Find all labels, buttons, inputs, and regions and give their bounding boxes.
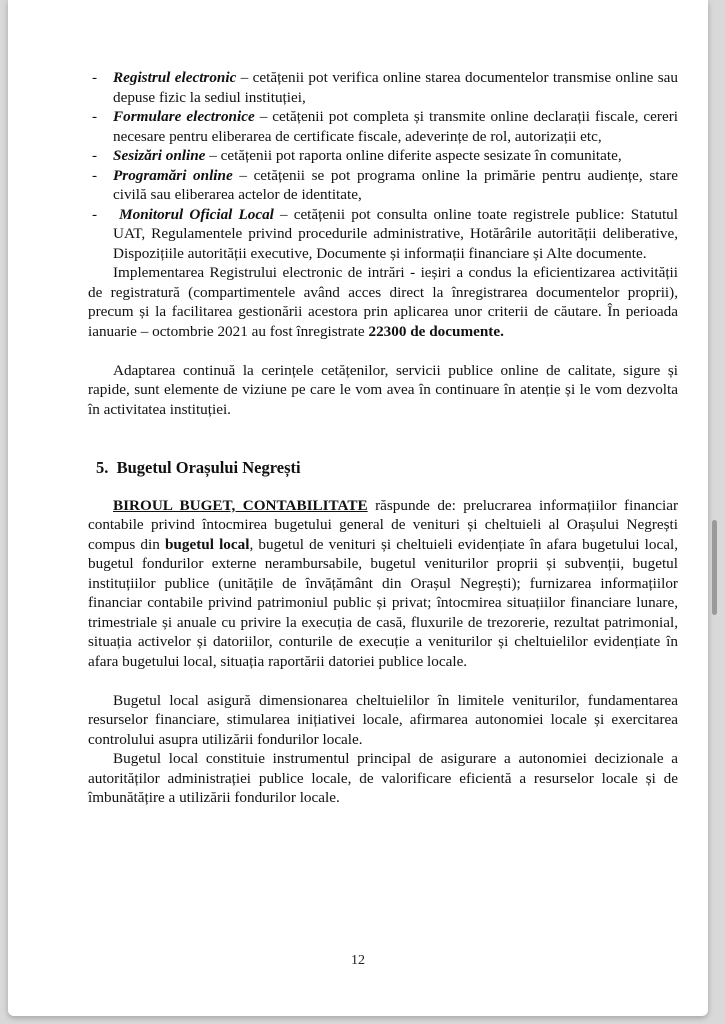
list-item: - Programări online – cetățenii se pot programa online la primărie pentru audiențe, stare civilă sau eliberarea actelor de identitate, [92,166,678,203]
budget-paragraph-2: Bugetul local constituie instrumentul principal de asigurare a autonomiei decizionale a autorităților administrației publice locale, de valorificare eficientă a resurselor locale și de îmbunătățire a utilizării fondurilor locale. [88,750,678,806]
section-number: 5. [96,458,109,477]
list-item-text: – cetățenii pot raporta online diferite aspecte sesizate în comunitate, [205,147,622,164]
list-item: - Formulare electronice – cetățenii pot completa și transmite online declarații fiscale, cereri necesare pentru eliberarea de certificate fiscale, adeverințe de rol, autorizații etc, [92,108,678,145]
local-budget-term: bugetul local [164,535,250,553]
list-item-term: Formulare electronice [113,108,255,125]
budget-office-paragraph: BIROUL BUGET, CONTABILITATE răspunde de: prelucrarea informațiilor financiar contabile privind întocmirea bugetului general de venituri și cheltuieli al Orașului Negrești compus din bugetul local, bugetul de venituri și cheltuieli evidențiate în afara bugetului local, bugetul fondurilor externe nerambursabile, bugetul veniturilor proprii și subvenții, bugetul instituțiilor publice (unitățile de învățământ din Orașul Negrești); furnizarea informațiilor financiar contabile privind patrimoniul public și privat; întocmirea situațiilor financiare lunare, trimestriale și anuale cu privire la execuția de casă, fluxurile de trezorerie, rezultat patrimonial, situația activelor și datoriilor, conturile de execuție a veniturilor și cheltuielilor evidențiate în afara bugetului local, situația raportării datoriei publice locale. [88,496,679,670]
list-item-term: Registrul electronic [113,69,237,86]
list-item-term: Sesizări online [113,147,206,164]
list-item-text: – cetățenii pot consulta online toate registrele publice: Statutul UAT, Regulamentele privind procedurile administrative, Hotărârile autorității deliberative, Dispozițiile autorității executive, Documente și informații financiare și Alte documente. [113,205,678,262]
page-content [88,68,678,808]
section-heading [88,458,678,478]
list-item-text: – cetățenii pot completa și transmite online declarații fiscale, cereri necesare pentru eliberarea de certificate fiscale, adeverințe de rol, autorizații etc, [113,108,678,145]
list-item: - Monitorul Oficial Local – cetățenii pot consulta online toate registrele publice: Statutul UAT, Regulamentele privind procedurile administrative, Hotărârile autorității deliberative, Dispozițiile autorității executive, Documente și informații financiare și Alte documente. [92,205,678,262]
list-item-text: – cetățenii pot verifica online starea documentelor transmise online sau depuse fizic la sediul instituției, [113,69,679,106]
registry-paragraph: Implementarea Registrului electronic de intrări - ieșiri a condus la eficientizarea activității de registratură (compartimentele având acces direct la înregistrarea documentelor proprii), precum și la facilitarea gestionării acestora prin aplicarea unor criterii de căutare. În perioada ianuarie – octombrie 2021 au fost înregistrate 22300 de documente. [88,264,678,340]
office-name: BIROUL BUGET, CONTABILITATE [113,496,368,514]
documents-count: 22300 de documente. [368,322,504,340]
list-item: - Registrul electronic – cetățenii pot verifica online starea documentelor transmise online sau depuse fizic la sediul instituției, [92,69,679,106]
list-item-text: – cetățenii se pot programa online la primărie pentru audiențe, stare civilă sau eliberarea actelor de identitate, [113,166,678,203]
online-services-list [88,68,678,263]
list-item-term: Monitorul Oficial Local [119,205,274,223]
scrollbar-thumb[interactable] [712,520,717,615]
document-page [8,0,708,1016]
list-item-term: Programări online [113,166,233,184]
budget-paragraph-1: Bugetul local asigură dimensionarea cheltuielilor în limitele veniturilor, fundamentarea resurselor financiare, stimularea inițiativei locale, afirmarea autonomiei locale și exercitarea controlului asupra utilizării fondurilor locale. [88,691,678,748]
page-number: 12 [351,953,365,968]
adaptation-paragraph: Adaptarea continuă la cerințele cetățenilor, servicii publice online de calitate, sigure și rapide, sunt elemente de viziune pe care le vom avea în continuare în atenție și le vom dezvolta în activitatea instituției. [88,361,678,418]
section-title: Bugetul Orașului Negrești [116,458,301,477]
list-item: - Sesizări online – cetățenii pot raporta online diferite aspecte sesizate în comunitate, [92,147,622,164]
